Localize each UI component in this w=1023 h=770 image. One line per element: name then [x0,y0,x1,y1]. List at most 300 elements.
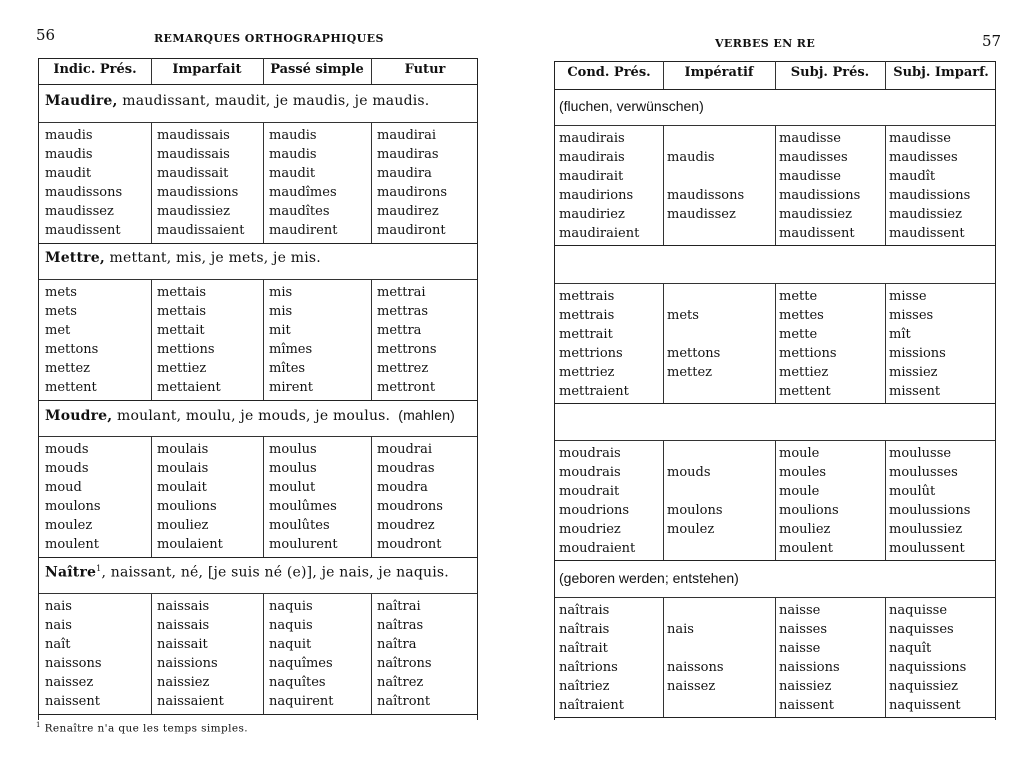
conjugation-form: misse [889,289,927,304]
column-divider [371,436,372,557]
conjugation-form: maudissaient [157,223,245,238]
conjugation-form: naisse [779,603,821,618]
conjugation-form: misses [889,308,934,323]
verb-infinitive: Naître [45,564,97,581]
conjugation-form: maudis [45,128,93,143]
column-divider [885,283,886,403]
conjugation-form: naîtrions [559,660,618,675]
conjugation-form: naîtrait [559,641,608,656]
right-page [512,0,1023,770]
conjugation-form: mettrons [377,342,437,357]
running-head: REMARQUES ORTHOGRAPHIQUES [154,32,384,45]
row-divider [39,436,477,437]
conjugation-form: mit [269,323,291,338]
conjugation-form: maudis [269,147,317,162]
conjugation-column [667,444,723,558]
conjugation-form: moudraient [559,541,636,556]
conjugation-form: moudrons [377,499,443,514]
conjugation-form: moulent [779,541,833,556]
conjugation-form: moudras [377,461,435,476]
conjugation-form: mettiez [157,361,207,376]
conjugation-column [157,597,224,711]
column-divider [371,122,372,243]
conjugation-form: maudis [269,128,317,143]
conjugation-form: moulais [157,442,209,457]
page-number: 57 [982,32,1002,50]
conjugation-form: moulus [269,461,317,476]
conjugation-form [667,224,744,243]
conjugation-column [559,601,624,715]
conjugation-form: naîtrais [559,603,610,618]
column-divider [371,58,372,84]
conjugation-form: maudissions [779,188,861,203]
conjugation-form: naissais [157,618,210,633]
conjugation-form: mettrions [559,346,623,361]
conjugation-form: maudirez [377,204,439,219]
column-header: Subj. Prés. [790,65,870,80]
conjugation-form: moulons [45,499,101,514]
conjugation-form: maudissions [157,185,239,200]
conjugation-form: mettraient [559,384,629,399]
conjugation-form [667,325,720,344]
conjugation-form: maudissais [157,128,230,143]
conjugation-form: mis [269,304,293,319]
row-divider [39,58,477,59]
conjugation-form: moulait [157,480,207,495]
conjugation-column [559,444,635,558]
conjugation-form: naquit [269,637,312,652]
footnote: $^1$ Renaître n'a que les temps simples. [36,721,249,735]
conjugation-form: moules [779,465,827,480]
conjugation-form: naissions [779,660,840,675]
german-gloss: (geboren werden; entstehen) [559,570,739,586]
column-header: Cond. Prés. [567,65,651,80]
conjugation-column [667,129,744,243]
conjugation-column [269,597,333,711]
conjugation-form: moudra [377,480,428,495]
conjugation-column [377,597,432,711]
german-gloss: (mahlen) [398,407,456,423]
conjugation-form: naissait [157,637,208,652]
conjugation-form: maudirions [559,188,634,203]
principal-parts: mettant, mis, je mets, je mis. [104,250,321,266]
column-divider [885,61,886,89]
column-divider [151,279,152,400]
conjugation-column [269,283,313,397]
conjugation-form: missent [889,384,941,399]
conjugation-column [779,444,839,558]
conjugation-column [157,440,223,554]
conjugation-form: moudriez [559,522,621,537]
conjugation-form: naissiez [157,675,210,690]
conjugation-form: mettait [157,323,205,338]
column-divider [775,597,776,717]
column-header: Indic. Prés. [53,62,137,77]
conjugation-form: mettriez [559,365,615,380]
conjugation-form: naquisses [889,622,954,637]
conjugation-form: maudissais [157,147,230,162]
conjugation-form: mettent [779,384,831,399]
conjugation-form: mouliez [157,518,209,533]
footnote-text: Renaître n'a que les temps simples. [44,722,249,735]
conjugation-form: moudrais [559,446,621,461]
footnote-mark: 1 [96,564,102,573]
conjugation-form: mis [269,285,293,300]
conjugation-form: maudissez [667,207,736,222]
principal-parts: maudissant, maudit, je maudis, je maudis. [117,93,430,109]
conjugation-form: naît [45,637,71,652]
conjugation-form: maudissent [45,223,121,238]
conjugation-form: naquirent [269,694,334,709]
row-divider [39,84,477,85]
conjugation-form: naissons [667,660,724,675]
conjugation-column [667,601,724,715]
conjugation-form: moulaient [157,537,223,552]
conjugation-column [45,440,101,554]
column-divider [263,593,264,714]
conjugation-column [889,287,946,401]
conjugation-form: mettions [157,342,215,357]
principal-parts: moulant, moulu, je mouds, je moulus. [112,408,391,424]
page-number: 56 [36,26,56,44]
conjugation-column [779,129,860,243]
verb-infinitive: Moudre, [45,408,113,424]
conjugation-form: mets [45,285,77,300]
conjugation-form: nais [667,622,694,637]
conjugation-form: maudit [269,166,316,181]
conjugation-form: maudissent [889,226,965,241]
row-divider [39,400,477,401]
conjugation-form: moulez [45,518,93,533]
conjugation-form: naîtriez [559,679,610,694]
conjugation-form: maudirait [559,169,624,184]
conjugation-form [667,444,723,463]
row-divider [555,403,995,404]
conjugation-form: naîtrons [377,656,432,671]
column-divider [151,436,152,557]
conjugation-form: moulusse [889,446,952,461]
row-divider [555,245,995,246]
column-divider [775,440,776,560]
conjugation-form: mouds [667,465,711,480]
conjugation-form: naquissions [889,660,967,675]
conjugation-column [269,440,338,554]
conjugation-form: moudrions [559,503,630,518]
conjugation-form: mîmes [269,342,313,357]
conjugation-form: naissais [157,599,210,614]
conjugation-form: mettiez [779,365,829,380]
conjugation-form: moulurent [269,537,338,552]
conjugation-form: mettrais [559,308,615,323]
conjugation-form: moulez [667,522,715,537]
verb-heading [45,564,449,581]
conjugation-form: mettrai [377,285,426,300]
conjugation-form: mettaient [157,380,221,395]
conjugation-form: naquis [269,618,313,633]
column-header: Futur [404,62,446,77]
conjugation-form: naîtras [377,618,424,633]
conjugation-form: mettras [377,304,429,319]
conjugation-form: naîtraient [559,698,624,713]
row-divider [555,560,995,561]
conjugation-form: moudrais [559,465,621,480]
verb-heading [45,250,321,266]
conjugation-form: maudisse [889,131,951,146]
conjugation-form: moulusses [889,465,958,480]
verb-infinitive: Mettre, [45,250,105,266]
conjugation-form: maudiras [377,147,439,162]
conjugation-form: naîtrez [377,675,424,690]
conjugation-form: maudirons [377,185,448,200]
conjugation-form [667,639,724,658]
conjugation-form: naquît [889,641,932,656]
conjugation-form: naquîtes [269,675,326,690]
conjugation-table-left [38,58,478,720]
column-divider [263,58,264,84]
conjugation-form: maudisse [779,131,841,146]
verb-heading [45,93,429,109]
conjugation-form [667,167,744,186]
column-divider [663,125,664,245]
conjugation-form: maudisse [779,169,841,184]
conjugation-column [559,287,629,401]
conjugation-form: mouds [45,442,89,457]
conjugation-form: maudiront [377,223,446,238]
conjugation-form: moulûmes [269,499,337,514]
conjugation-form: moulions [157,499,217,514]
conjugation-form: mettes [779,308,824,323]
conjugation-form: moulons [667,503,723,518]
conjugation-form: maudirent [269,223,338,238]
conjugation-form: missions [889,346,946,361]
verb-infinitive: Maudire, [45,93,118,109]
conjugation-form: moud [45,480,82,495]
conjugation-form: mirent [269,380,313,395]
conjugation-form: maudit [45,166,92,181]
conjugation-column [45,283,98,397]
conjugation-column [779,287,837,401]
row-divider [39,243,477,244]
conjugation-form: naquissiez [889,679,959,694]
german-gloss: (fluchen, verwünschen) [559,98,704,114]
conjugation-form: mets [45,304,77,319]
column-divider [263,279,264,400]
conjugation-form: maudiriez [559,207,625,222]
conjugation-form: maudissent [779,226,855,241]
conjugation-column [45,597,102,711]
row-divider [39,557,477,558]
conjugation-form: maudissons [667,188,745,203]
conjugation-form: moudrez [377,518,435,533]
conjugation-form: naissons [45,656,102,671]
conjugation-form: naissez [667,679,716,694]
conjugation-form: naîtra [377,637,417,652]
conjugation-form: naissent [779,698,834,713]
column-header: Passé simple [270,62,364,77]
conjugation-column [45,126,122,240]
conjugation-form: nais [45,618,72,633]
conjugation-form [667,482,723,501]
conjugation-form [667,382,720,401]
conjugation-form: mîtes [269,361,306,376]
column-divider [663,61,664,89]
conjugation-column [269,126,337,240]
conjugation-form: mets [667,308,699,323]
column-divider [263,122,264,243]
conjugation-form: naissent [45,694,100,709]
conjugation-form: maudissons [45,185,123,200]
principal-parts: , naissant, né, [je suis né (e)], je nais, je naquis. [101,564,449,581]
row-divider [39,122,477,123]
conjugation-column [889,129,970,243]
conjugation-form [667,287,720,306]
column-divider [663,597,664,717]
conjugation-form: mettez [667,365,713,380]
conjugation-form: moulut [269,480,316,495]
conjugation-form: mouds [45,461,89,476]
column-divider [371,593,372,714]
conjugation-form: maudissait [157,166,229,181]
conjugation-form: moudrai [377,442,432,457]
column-divider [775,125,776,245]
row-divider [39,279,477,280]
row-divider [555,717,995,718]
conjugation-form: maudirais [559,131,625,146]
column-divider [885,440,886,560]
conjugation-form: maudira [377,166,432,181]
conjugation-form: moulussions [889,503,971,518]
conjugation-form: moudront [377,537,442,552]
conjugation-form: maudirais [559,150,625,165]
column-divider [151,58,152,84]
column-divider [663,440,664,560]
conjugation-form: mette [779,327,818,342]
conjugation-form: mettons [667,346,721,361]
conjugation-form: moulions [779,503,839,518]
conjugation-form: maudissez [45,204,114,219]
column-header: Imparfait [172,62,242,77]
conjugation-table-right [554,61,996,720]
conjugation-form: moule [779,484,820,499]
column-divider [151,122,152,243]
conjugation-form: maudissiez [889,207,962,222]
conjugation-form: mettront [377,380,436,395]
conjugation-column [157,126,244,240]
conjugation-form: mette [779,289,818,304]
row-divider [39,714,477,715]
conjugation-form: mît [889,327,911,342]
conjugation-column [377,440,443,554]
conjugation-form: mouliez [779,522,831,537]
conjugation-form: naquis [269,599,313,614]
column-divider [885,125,886,245]
conjugation-form: maudîmes [269,185,337,200]
row-divider [555,89,995,90]
conjugation-column [377,283,437,397]
conjugation-form: moulussent [889,541,965,556]
conjugation-form: moulûtes [269,518,330,533]
conjugation-form [667,601,724,620]
conjugation-form: naîtrais [559,622,610,637]
conjugation-form: moulus [269,442,317,457]
conjugation-form: naissions [157,656,218,671]
conjugation-form: moulussiez [889,522,963,537]
conjugation-column [559,129,639,243]
conjugation-form: naissez [45,675,94,690]
conjugation-form: maudis [45,147,93,162]
conjugation-form: maudissiez [157,204,230,219]
conjugation-form: mettrait [559,327,613,342]
conjugation-form: maudissions [889,188,971,203]
conjugation-form: moulût [889,484,936,499]
conjugation-form: maudis [667,150,715,165]
conjugation-form: mettra [377,323,422,338]
conjugation-form: naîtront [377,694,431,709]
column-divider [663,283,664,403]
conjugation-form [667,539,723,558]
conjugation-form: moudrait [559,484,620,499]
conjugation-form: met [45,323,71,338]
conjugation-form: mettais [157,304,207,319]
conjugation-form: maudisses [779,150,848,165]
conjugation-form: naquisse [889,603,948,618]
conjugation-form: mettez [45,361,91,376]
conjugation-form: moulent [45,537,99,552]
conjugation-form: maudirai [377,128,437,143]
conjugation-form: mettent [45,380,97,395]
conjugation-form: moule [779,446,820,461]
row-divider [39,593,477,594]
column-divider [151,593,152,714]
conjugation-form: naisses [779,622,827,637]
column-divider [371,279,372,400]
conjugation-form: maudît [889,169,936,184]
conjugation-form: naquissent [889,698,961,713]
conjugation-form: naissaient [157,694,224,709]
conjugation-form: missiez [889,365,938,380]
conjugation-column [889,601,966,715]
conjugation-column [377,126,447,240]
conjugation-form: naîtrai [377,599,421,614]
conjugation-column [157,283,221,397]
column-divider [263,436,264,557]
column-header: Impératif [684,65,754,80]
conjugation-column [889,444,970,558]
column-divider [775,283,776,403]
column-divider [775,61,776,89]
conjugation-column [667,287,720,401]
conjugation-form: mettions [779,346,837,361]
conjugation-form: mettais [157,285,207,300]
column-header: Subj. Imparf. [893,65,989,80]
conjugation-form: naissiez [779,679,832,694]
conjugation-form: mettrais [559,289,615,304]
conjugation-form: maudîtes [269,204,330,219]
conjugation-form: maudiraient [559,226,640,241]
conjugation-column [779,601,840,715]
conjugation-form: nais [45,599,72,614]
running-head: VERBES EN RE [715,37,816,50]
conjugation-form: maudisses [889,150,958,165]
column-divider [885,597,886,717]
conjugation-form: naquîmes [269,656,333,671]
conjugation-form: naisse [779,641,821,656]
conjugation-form [667,129,744,148]
verb-heading [45,407,455,424]
conjugation-form: mettons [45,342,99,357]
conjugation-form: moulais [157,461,209,476]
conjugation-form: mettrez [377,361,429,376]
